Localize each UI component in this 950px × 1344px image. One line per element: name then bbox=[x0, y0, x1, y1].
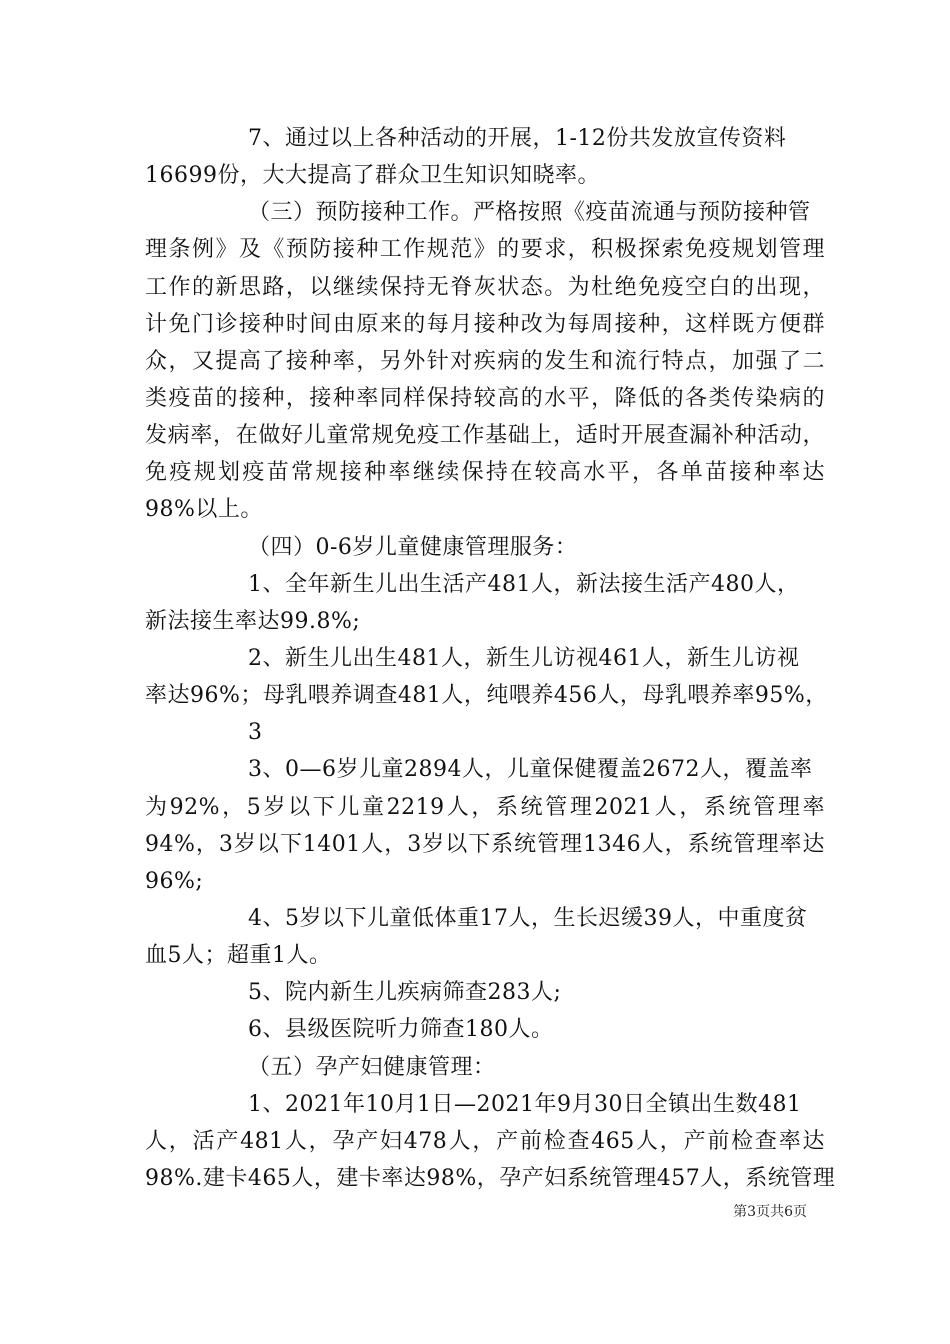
list-item-line: 5、院内新生儿疾病筛查283人; bbox=[248, 980, 562, 1005]
list-item-line: 1、2021年10月1日—2021年9月30日全镇出生数481 bbox=[248, 1092, 802, 1117]
page-number-footer: 第3页共6页 bbox=[733, 1204, 807, 1220]
list-item-line: 率达96%；母乳喂养调查481人，纯喂养456人，母乳喂养率95%， bbox=[145, 683, 828, 708]
section-heading-5: （五）孕产妇健康管理： bbox=[248, 1055, 496, 1080]
paragraph-line: 7、通过以上各种活动的开展，1-12份共发放宣传资料 bbox=[248, 126, 787, 151]
section-heading-4: （四）0-6岁儿童健康管理服务： bbox=[248, 535, 578, 560]
list-item-line: 血5人；超重1人。 bbox=[145, 943, 332, 968]
paragraph-line: 98%以上。 bbox=[145, 497, 263, 522]
list-item-line: 6、县级医院听力筛查180人。 bbox=[248, 1017, 554, 1042]
list-item-line: 3、0—6岁儿童2894人，儿童保健覆盖2672人，覆盖率 bbox=[248, 757, 813, 782]
list-item-line: 2、新生儿出生481人，新生儿访视461人，新生儿访视 bbox=[248, 646, 800, 671]
paragraph-line: 16699份，大大提高了群众卫生知识知晓率。 bbox=[145, 163, 600, 188]
list-item-line: 为92%，5岁以下儿童2219人，系统管理2021人，系统管理率 bbox=[145, 795, 825, 820]
section-heading-3-line: （三）预防接种工作。严格按照《疫苗流通与预防接种管 bbox=[248, 200, 811, 225]
paragraph-line: 免疫规划疫苗常规接种率继续保持在较高水平，各单苗接种率达 bbox=[145, 460, 825, 485]
list-item-line: 新法接生率达99.8%; bbox=[145, 609, 361, 634]
paragraph-line: 计免门诊接种时间由原来的每月接种改为每周接种，这样既方便群 bbox=[145, 312, 825, 337]
list-item-line: 1、全年新生儿出生活产481人，新法接生活产480人， bbox=[248, 572, 800, 597]
list-item-line: 人，活产481人，孕产妇478人，产前检查465人，产前检查率达 bbox=[145, 1129, 825, 1154]
list-item-line: 98%.建卡465人，建卡率达98%，孕产妇系统管理457人，系统管理 bbox=[145, 1166, 836, 1191]
paragraph-line: 理条例》及《预防接种工作规范》的要求，积极探索免疫规划管理 bbox=[145, 237, 825, 262]
paragraph-line: 类疫苗的接种，接种率同样保持较高的水平，降低的各类传染病的 bbox=[145, 386, 825, 411]
list-item-line: 3 bbox=[248, 720, 263, 745]
list-item-line: 4、5岁以下儿童低体重17人，生长迟缓39人，中重度贫 bbox=[248, 906, 808, 931]
paragraph-line: 工作的新思路，以继续保持无脊灰状态。为杜绝免疫空白的出现， bbox=[145, 275, 825, 300]
list-item-line: 96%; bbox=[145, 869, 204, 894]
paragraph-line: 众，又提高了接种率，另外针对疾病的发生和流行特点，加强了二 bbox=[145, 349, 825, 374]
list-item-line: 94%，3岁以下1401人，3岁以下系统管理1346人，系统管理率达 bbox=[145, 832, 825, 857]
paragraph-line: 发病率，在做好儿童常规免疫工作基础上，适时开展查漏补种活动， bbox=[145, 423, 825, 448]
